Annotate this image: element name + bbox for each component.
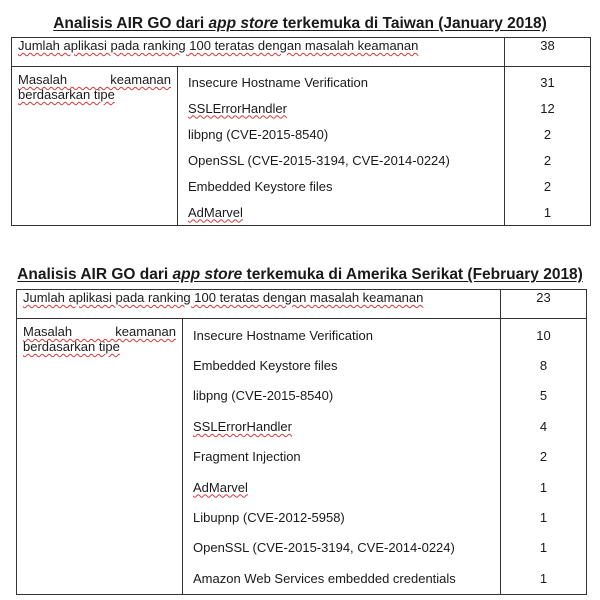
title-text: terkemuka di Taiwan (January 2018): [278, 15, 547, 32]
summary-label: Jumlah aplikasi pada ranking 100 teratas dengan masalah keamanan: [17, 290, 501, 319]
issue-count: 1: [539, 570, 548, 586]
issue-count: 1: [539, 479, 548, 495]
category-label: Masalah keamanan berdasarkan tipe: [12, 67, 178, 226]
issue-name: AdMarvel: [188, 204, 243, 220]
issue-name: OpenSSL (CVE-2015-3194, CVE-2014-0224): [188, 152, 450, 168]
category-row: [12, 67, 591, 226]
usa-security-table: [16, 289, 587, 595]
usa-table-title: [0, 266, 600, 284]
issue-list: [183, 319, 501, 595]
summary-value: 23: [501, 290, 587, 319]
issue-count: 4: [539, 418, 548, 434]
issue-count: 8: [539, 358, 548, 374]
issue-name: Fragment Injection: [193, 449, 301, 465]
summary-row: [17, 290, 587, 319]
issue-name: Embedded Keystore files: [188, 178, 333, 194]
issue-name: libpng (CVE-2015-8540): [193, 388, 334, 404]
issue-count: 1: [539, 540, 548, 556]
issue-name: libpng (CVE-2015-8540): [188, 126, 329, 142]
count-list: [501, 319, 587, 595]
summary-row: [12, 38, 591, 67]
issue-name: Insecure Hostname Verification: [188, 74, 368, 90]
issue-count: 31: [540, 74, 555, 90]
summary-label: Jumlah aplikasi pada ranking 100 teratas dengan masalah keamanan: [12, 38, 505, 67]
issue-name: Insecure Hostname Verification: [193, 327, 373, 343]
issue-count: 1: [539, 510, 548, 526]
issue-count: 12: [540, 100, 555, 116]
issue-name: SSLErrorHandler: [188, 100, 287, 116]
issue-count: 2: [543, 126, 552, 142]
title-text: Analisis AIR GO dari: [17, 266, 173, 283]
taiwan-table-title: [0, 15, 600, 33]
issue-name: SSLErrorHandler: [193, 418, 292, 434]
title-text: Analisis AIR GO dari: [53, 15, 209, 32]
issue-name: OpenSSL (CVE-2015-3194, CVE-2014-0224): [193, 540, 455, 556]
category-label: Masalah keamanan berdasarkan tipe: [17, 319, 183, 595]
issue-count: 10: [536, 327, 551, 343]
issue-count: 2: [543, 152, 552, 168]
title-italic-text: app store: [208, 15, 279, 32]
issue-name: Libupnp (CVE-2012-5958): [193, 510, 345, 526]
count-list: [505, 67, 591, 226]
title-text: terkemuka di Amerika Serikat (February 2018): [242, 266, 583, 283]
issue-name: Amazon Web Services embedded credentials: [193, 570, 456, 586]
issue-count: 2: [539, 449, 548, 465]
issue-name: AdMarvel: [193, 479, 248, 495]
summary-value: 38: [505, 38, 591, 67]
issue-count: 2: [543, 178, 552, 194]
taiwan-security-table: [11, 37, 591, 226]
issue-list: [178, 67, 505, 226]
issue-count: 5: [539, 388, 548, 404]
title-italic-text: app store: [172, 266, 243, 283]
issue-name: Embedded Keystore files: [193, 358, 338, 374]
category-row: [17, 319, 587, 595]
issue-count: 1: [543, 204, 552, 220]
